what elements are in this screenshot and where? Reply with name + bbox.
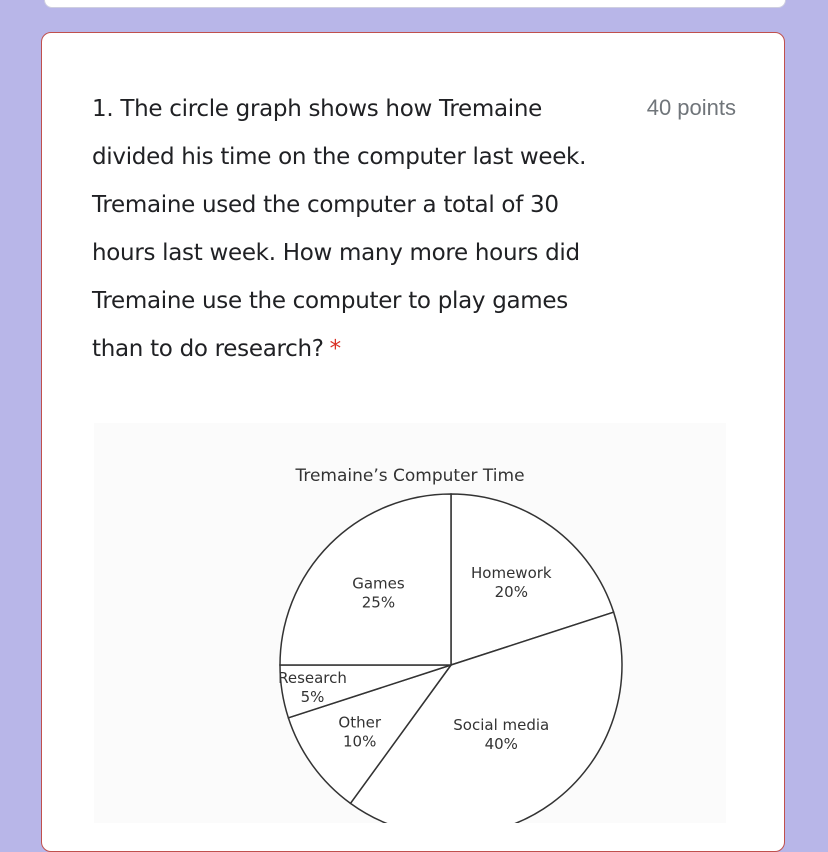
slice-value-label: 25% bbox=[361, 593, 396, 612]
slice-label: Social media bbox=[453, 716, 550, 735]
question-card bbox=[41, 32, 785, 852]
slice-label: Homework bbox=[471, 563, 552, 582]
slice-label: Games bbox=[352, 574, 405, 593]
slice-value-label: 5% bbox=[300, 687, 325, 706]
required-marker: * bbox=[329, 336, 341, 362]
slice-label: Research bbox=[278, 668, 347, 687]
slice-value-label: 10% bbox=[343, 732, 377, 751]
question-body: The circle graph shows how Tremaine divided his time on the computer last week. Tremaine used the computer a total of 30 hours last week. How many more hours did Tremaine use the computer to play games than to do research? bbox=[92, 96, 587, 362]
slice-label: Other bbox=[338, 713, 381, 732]
pie-chart-svg bbox=[94, 423, 726, 823]
pie-chart bbox=[94, 423, 726, 823]
points-label: 40 points bbox=[646, 95, 736, 120]
slice-value-label: 20% bbox=[494, 582, 528, 601]
question-number: 1. bbox=[92, 96, 114, 122]
slice-value-label: 40% bbox=[484, 735, 518, 754]
previous-question-card bbox=[44, 0, 786, 8]
chart-title: Tremaine’s Computer Time bbox=[295, 466, 525, 486]
question-text bbox=[92, 85, 612, 373]
